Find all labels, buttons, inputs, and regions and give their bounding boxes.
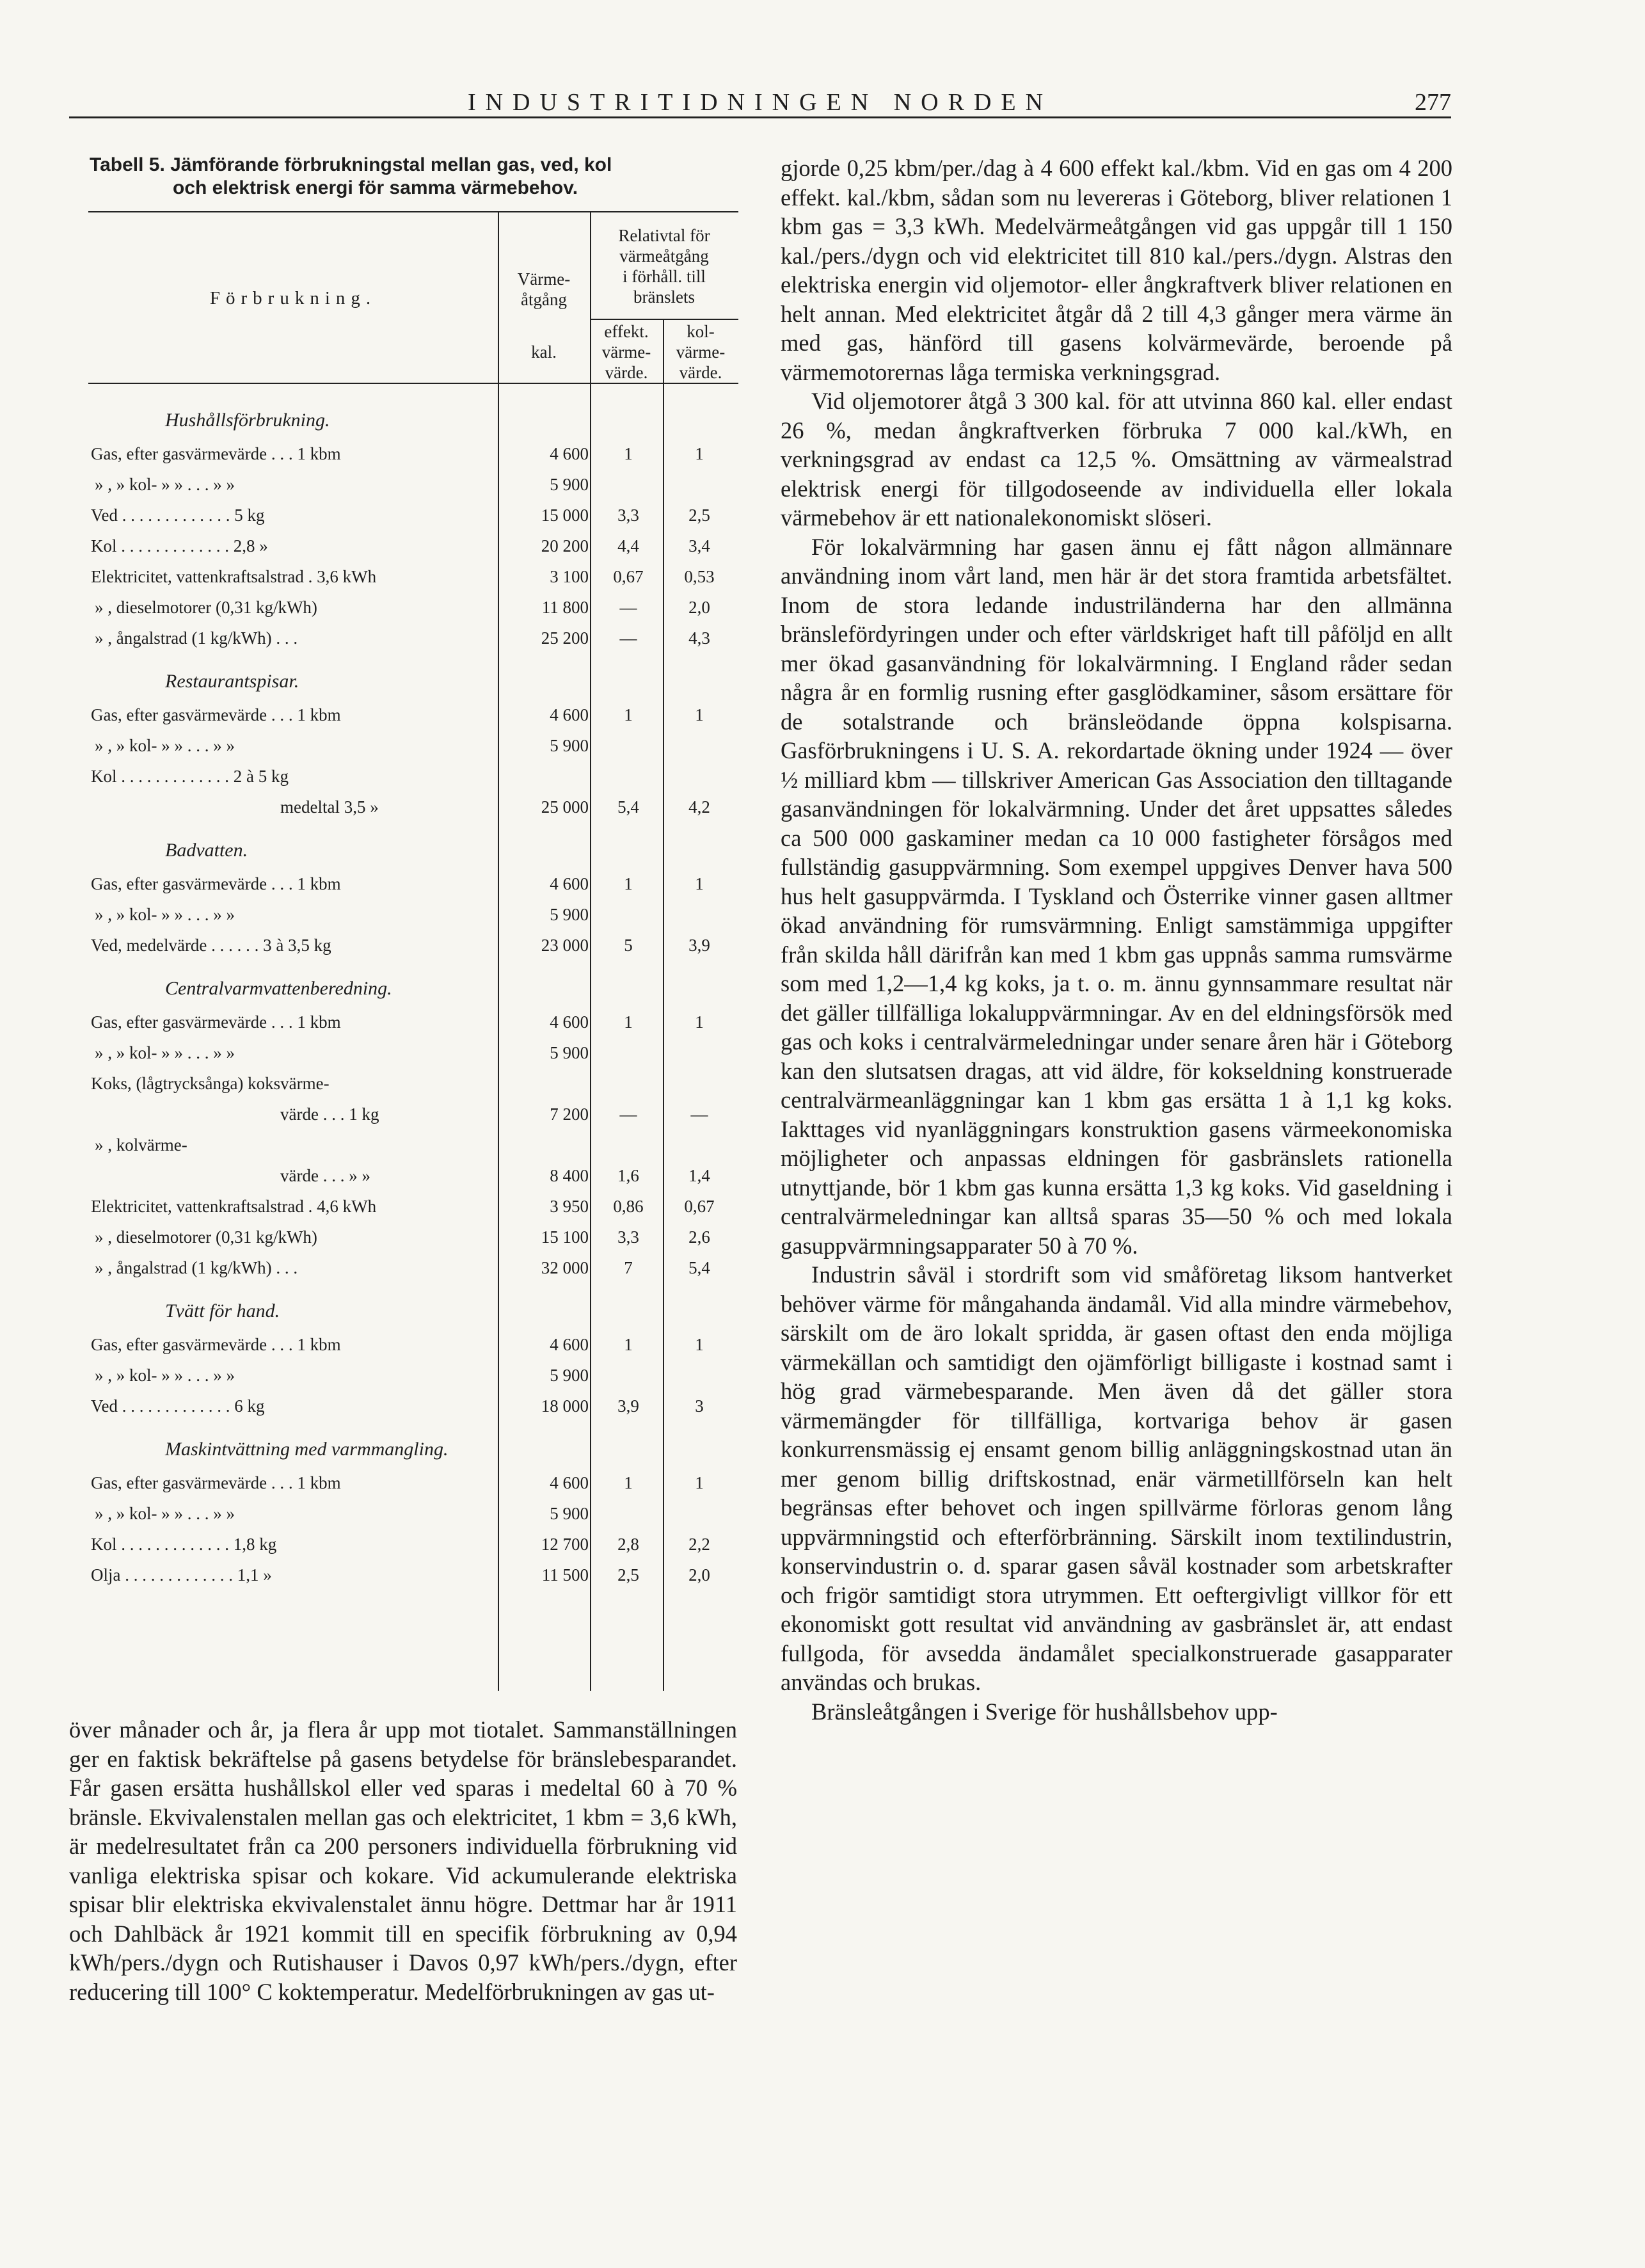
table-row-kol-ratio: 3,9: [688, 936, 710, 955]
table-row-heat-value: 8 400: [550, 1166, 589, 1185]
table-row-heat-value: 5 900: [550, 736, 589, 755]
table-row: [88, 1393, 738, 1423]
table-row-description: värde . . . » »: [280, 1166, 370, 1185]
table-row-description: » , » kol- » » . . . » »: [95, 736, 235, 755]
table-row-effekt-ratio: 1: [624, 444, 633, 463]
table-row-description: Ved . . . . . . . . . . . . . 6 kg: [91, 1396, 265, 1416]
table-row: [88, 1561, 738, 1592]
table-row-description: » , kolvärme-: [95, 1135, 187, 1154]
table-row-heat-value: 5 900: [550, 475, 589, 494]
table-row-description: värde . . . 1 kg: [280, 1105, 379, 1124]
table-row-description: » , dieselmotorer (0,31 kg/kWh): [95, 1227, 317, 1247]
table-row-heat-value: 25 200: [541, 628, 589, 648]
table-row-description: Gas, efter gasvärmevärde . . . 1 kbm: [91, 1335, 341, 1354]
table-row-heat-value: 3 950: [550, 1197, 589, 1216]
table-row-effekt-ratio: —: [619, 628, 637, 648]
table-row: [88, 594, 738, 625]
table-row: [88, 701, 738, 732]
table-row-heat-value: 7 200: [550, 1105, 589, 1124]
table-top-rule: [88, 211, 738, 212]
table-row-heat-value: 5 900: [550, 905, 589, 924]
table-row-kol-ratio: 1: [695, 1012, 704, 1032]
table-row-heat-value: 12 700: [541, 1535, 589, 1554]
page-number: 277: [1415, 89, 1451, 116]
table-row-effekt-ratio: 4,4: [617, 536, 639, 555]
table-row-description: Gas, efter gasvärmevärde . . . 1 kbm: [91, 444, 341, 463]
table-row-kol-ratio: 3,4: [688, 536, 710, 555]
table-row-description: » , » kol- » » . . . » »: [95, 1504, 235, 1523]
paragraph: Bränsleåtgången i Sverige för hushållsbehov upp-: [811, 1698, 1278, 1725]
table-row-description: Gas, efter gasvärmevärde . . . 1 kbm: [91, 1473, 341, 1492]
table-row-kol-ratio: 2,6: [688, 1227, 710, 1247]
table-section-title: Tvätt för hand.: [165, 1300, 280, 1322]
table-row-heat-value: 5 900: [550, 1366, 589, 1385]
col-head-kol: [663, 321, 738, 383]
table-row-kol-ratio: 2,5: [688, 506, 710, 525]
table-subheader-rule: [590, 319, 738, 320]
table-row-heat-value: 4 600: [550, 1335, 589, 1354]
table-section-title: Badvatten.: [165, 840, 248, 861]
table-row-description: » , dieselmotorer (0,31 kg/kWh): [95, 598, 317, 617]
table-row: [88, 732, 738, 763]
table-row-kol-ratio: 0,53: [684, 567, 715, 586]
table-row-effekt-ratio: 0,86: [613, 1197, 644, 1216]
left-column-text: [69, 1715, 737, 2006]
col-head-kol-2: värme-: [676, 342, 726, 362]
table-row-description: Olja . . . . . . . . . . . . . 1,1 »: [91, 1565, 272, 1585]
table-row: [88, 1224, 738, 1254]
table-row-heat-value: 4 600: [550, 705, 589, 724]
col-head-eff-2: värme-: [601, 342, 651, 362]
table-row-effekt-ratio: 0,67: [613, 567, 644, 586]
table-row-effekt-ratio: 7: [624, 1258, 633, 1277]
table-row-description: Kol . . . . . . . . . . . . . 1,8 kg: [91, 1535, 277, 1554]
table-row-effekt-ratio: 3,3: [617, 1227, 639, 1247]
table-caption: [90, 154, 736, 200]
table-row-effekt-ratio: 1: [624, 705, 633, 724]
table-row-kol-ratio: 1: [695, 444, 704, 463]
table-row: [88, 763, 738, 794]
col-head-rel-1: Relativtal för: [618, 226, 710, 245]
table-row-description: » , » kol- » » . . . » »: [95, 1043, 235, 1062]
table-row-description: Gas, efter gasvärmevärde . . . 1 kbm: [91, 1012, 341, 1032]
table-row-effekt-ratio: 1,6: [617, 1166, 639, 1185]
table-row-effekt-ratio: —: [619, 1105, 637, 1124]
table-row: [88, 1101, 738, 1131]
table-row-kol-ratio: 1,4: [688, 1166, 710, 1185]
paragraph: över månader och år, ja flera år upp mot tiotalet. Sammanställningen ger en faktisk bekräftelse på gasens betydelse för bränslebesparandet. Får gasen ersätta hushållskol eller ved sparas i medeltal 60 à 70 % bränsle. Ekvivalenstalen mellan gas och elektricitet, 1 kbm = 3,6 kWh, är medelresultatet från ca 200 personers individuella förbrukning vid vanliga elektriska spisar och kokare. Vid ackumulerande elektriska spisar blir elektriska ekvivalenstalet ännu högre. Dettmar har år 1911 och Dahlbäck år 1921 kommit till en specifik förbrukning av 0,94 kWh/pers./dygn och Rutishauser i Davos 0,97 kWh/pers./dygn, efter reducering till 100° C koktemperatur. Medelförbrukningen av gas ut-: [69, 1716, 737, 2005]
table-row-description: Kol . . . . . . . . . . . . . 2 à 5 kg: [91, 767, 289, 786]
paragraph: gjorde 0,25 kbm/per./dag à 4 600 effekt kal./kbm. Vid en gas om 4 200 effekt. kal./kbm, sådan som nu levereras i Göteborg, bliver relationen 1 kbm gas = 3,3 kWh. Medelvärmeåtgången vid gas uppgår till 1 150 kal./pers./dygn och vid elektricitet till 810 kal./pers./dygn. Alstras den elektriska energin vid oljemotor- eller ångkraftverk bliver relationen en helt annan. Med elektricitet åtgår då 2 till 4,3 gånger mera värme än med gas, hänförd till gasens kolvärmevärde, beroende på värmemotorernas låga termiska verkningsgrad.: [781, 155, 1452, 385]
table-row-effekt-ratio: 1: [624, 1473, 633, 1492]
table-row-kol-ratio: 1: [695, 1473, 704, 1492]
col-head-rel-4: bränslets: [633, 287, 695, 307]
table-row-kol-ratio: 2,2: [688, 1535, 710, 1554]
col-head-rel-2: värmeåtgång: [619, 246, 709, 266]
table-row-heat-value: 18 000: [541, 1396, 589, 1416]
table-row-kol-ratio: 2,0: [688, 598, 710, 617]
table-row-heat-value: 23 000: [541, 936, 589, 955]
table-row: [88, 532, 738, 563]
table-row-heat-value: 5 900: [550, 1043, 589, 1062]
table-row-effekt-ratio: 2,8: [617, 1535, 639, 1554]
table-row-description: Koks, (lågtrycksånga) koksvärme-: [91, 1074, 330, 1093]
table-row-kol-ratio: 1: [695, 874, 704, 893]
comparison-table: [88, 211, 738, 1691]
table-row: [88, 563, 738, 594]
table-row-heat-value: 11 800: [541, 598, 589, 617]
table-row-description: medeltal 3,5 »: [280, 797, 379, 817]
paragraph: Vid oljemotorer åtgå 3 300 kal. för att utvinna 860 kal. eller endast 26 %, medan ångkraftverken förbruka 7 000 kal./kWh, en verkningsgrad av endast ca 12,5 %. Omsättning av värmealstrad elektrisk energi för tillgodoseende av individuella eller lokala värmebehov är ett nationalekonomiskt slöseri.: [781, 388, 1452, 531]
page-header: [69, 88, 1451, 118]
table-row: [88, 1009, 738, 1039]
table-row-kol-ratio: 2,0: [688, 1565, 710, 1585]
col-head-effekt: [590, 321, 663, 383]
table-row: [88, 901, 738, 932]
table-row: [88, 1500, 738, 1531]
table-section-title: Centralvarmvattenberedning.: [165, 978, 392, 999]
col-head-rel-3: i förhåll. till: [623, 267, 706, 286]
col-head-varme-1: Värme-: [517, 269, 571, 289]
table-row-description: Kol . . . . . . . . . . . . . 2,8 »: [91, 536, 268, 555]
table-row-effekt-ratio: 5: [624, 936, 633, 955]
table-row-heat-value: 32 000: [541, 1258, 589, 1277]
table-row-effekt-ratio: 1: [624, 1012, 633, 1032]
col-head-varme: [498, 269, 590, 362]
table-row-description: » , ångalstrad (1 kg/kWh) . . .: [95, 1258, 298, 1277]
table-row: [88, 1131, 738, 1162]
table-row-heat-value: 4 600: [550, 874, 589, 893]
table-row-effekt-ratio: 2,5: [617, 1565, 639, 1585]
table-row-description: Elektricitet, vattenkraftsalstrad . 4,6 kWh: [91, 1197, 377, 1216]
table-row: [88, 870, 738, 901]
col-head-kol-1: kol-: [687, 322, 715, 341]
table-row-heat-value: 20 200: [541, 536, 589, 555]
col-head-kol-3: värde.: [679, 363, 722, 382]
table-row: [88, 1469, 738, 1500]
table-row-kol-ratio: 5,4: [688, 1258, 710, 1277]
table-row-heat-value: 15 000: [541, 506, 589, 525]
table-row-kol-ratio: 3: [695, 1396, 704, 1416]
table-header-rule: [88, 383, 738, 384]
table-section-title: Hushållsförbrukning.: [165, 410, 330, 431]
table-row-heat-value: 25 000: [541, 797, 589, 817]
table-row-description: Ved . . . . . . . . . . . . . 5 kg: [91, 506, 265, 525]
table-row-description: Ved, medelvärde . . . . . . 3 à 3,5 kg: [91, 936, 331, 955]
table-row-description: » , » kol- » » . . . » »: [95, 475, 235, 494]
table-row-kol-ratio: 0,67: [684, 1197, 715, 1216]
table-row-heat-value: 4 600: [550, 1012, 589, 1032]
col-head-varme-2: åtgång: [521, 290, 567, 309]
table-row-effekt-ratio: 1: [624, 874, 633, 893]
table-row-effekt-ratio: 3,3: [617, 506, 639, 525]
table-row-heat-value: 15 100: [541, 1227, 589, 1247]
table-row: [88, 1331, 738, 1362]
table-row-description: » , » kol- » » . . . » »: [95, 905, 235, 924]
table-row-description: » , ångalstrad (1 kg/kWh) . . .: [95, 628, 298, 648]
table-caption-line-2: och elektrisk energi för samma värmebehov.: [173, 177, 578, 198]
col-head-relativtal: [590, 225, 738, 307]
table-row: [88, 625, 738, 655]
table-row: [88, 1531, 738, 1561]
table-row-kol-ratio: 4,2: [688, 797, 710, 817]
table-caption-line-1: Tabell 5. Jämförande förbrukningstal mellan gas, ved, kol: [90, 154, 612, 175]
table-row-heat-value: 4 600: [550, 1473, 589, 1492]
table-section-title: Maskintvättning med varmmangling.: [165, 1439, 449, 1460]
table-row-kol-ratio: 4,3: [688, 628, 710, 648]
table-row: [88, 932, 738, 962]
paragraph: Industrin såväl i stordrift som vid småföretag liksom hantverket behöver värme för mångahanda ändamål. Vid alla mindre värmebehov, särskilt om de äro lokalt spridda, är gasen oftast den enda möjliga värmekällan och samtidigt den ojämförligt billigaste i kostnad samt i hög grad värmebesparande. Men även då det gäller stora värmemängder för tillfälliga, kortvariga behov är gasen konkurrensmässig ej ensamt genom billig anläggningskostnad utan än mer genom billig driftskostnad, enär värmetillförseln kan helt begränsas efter behovet och ingen spillvärme förloras genom lång uppvärmningstid och efterförbränning. Särskilt inom textilindustrin, konservindustrin o. d. sparar gasen såväl kostnader som arbetskrafter och frigör samtidigt stora utrymmen. Ett oeftergivligt villkor för ett ekonomiskt gott resultat vid användning av gasbränslet är, att endast fullgoda, för avsedda ändamålet specialkonstruerade gasapparater användas och brukas.: [781, 1261, 1452, 1695]
table-row: [88, 1362, 738, 1393]
paragraph: För lokalvärmning har gasen ännu ej fått någon allmännare användning inom vårt land, men här är det stora framtida arbetsfältet. Inom de stora ledande industriländerna har den allmänna bränslefördyringen under och efter världskriget haft till påföljd en allt mer ökad gasanvändning för lokalvärmning. I England råder sedan några år en formlig rusning efter gasglödkaminer, såsom ersättare för de sotalstrande och bränsleödande öppna kolspisarna. Gasförbrukningens i U. S. A. rekordartade ökning under 1924 — över ½ milliard kbm — tillskriver American Gas Association den tilltagande gasanvändningen för lokalvärmning. Under det året uppsattes således ca 500 000 gaskaminer medan ca 10 000 fastigheter försågos med fullständig gasuppvärmning. Som exempel uppgives Denver hava 500 hus helt gasuppvärmda. I Tyskland och Österrike vinner gasen alltmer ökad användning för rumsvärmning. Enligt samstämmiga uppgifter från skilda håll därifrån kan med 1 kbm gas uppnås samma rumsvärme som med 1,2—1,4 kg koks, ja t. o. m. ännu gynnsammare resultat när det gäller tillfälliga lokaluppvärmningar. Av en del eldningsförsök med gas och koks i centralvärmeledningar under senare åren här i Göteborg kan den slutsatsen dragas, att vid äldre, för kokseldning konstruerade centralvärmeanläggningar kan 1 kbm gas ersätta 1 à 1,1 kg koks. Iakttages vid nyanläggningars konstruktion gasens värmeekonomiska möjligheter och anpassas eldningen för gasbränslets rationella utnyttjande, bör 1 kbm gas kunna ersätta 1,3 kg koks. Vid gaseldning i centralvärmeledningar kan alltså sparas 35—50 % och med lokala gasuppvärmningsapparater 50 à 70 %.: [781, 533, 1452, 1259]
table-row: [88, 1162, 738, 1193]
table-row-heat-value: 5 900: [550, 1504, 589, 1523]
table-row-heat-value: 4 600: [550, 444, 589, 463]
table-row: [88, 440, 738, 471]
table-row-description: Gas, efter gasvärmevärde . . . 1 kbm: [91, 705, 341, 724]
table-row: [88, 471, 738, 502]
table-row-effekt-ratio: 1: [624, 1335, 633, 1354]
table-row: [88, 1039, 738, 1070]
table-row-kol-ratio: 1: [695, 1335, 704, 1354]
table-row: [88, 1070, 738, 1101]
journal-title: INDUSTRITIDNINGEN NORDEN: [467, 89, 1053, 116]
col-head-forbrukning: Förbrukning.: [209, 288, 377, 308]
table-row-effekt-ratio: 5,4: [617, 797, 639, 817]
right-column-text: [781, 154, 1452, 1726]
table-row: [88, 1193, 738, 1224]
table-row: [88, 1254, 738, 1285]
table-row-kol-ratio: 1: [695, 705, 704, 724]
table-row: [88, 794, 738, 824]
table-row-description: Elektricitet, vattenkraftsalstrad . 3,6 kWh: [91, 567, 377, 586]
table-row-heat-value: 3 100: [550, 567, 589, 586]
table-row-description: » , » kol- » » . . . » »: [95, 1366, 235, 1385]
table-row-description: Gas, efter gasvärmevärde . . . 1 kbm: [91, 874, 341, 893]
table-row-effekt-ratio: 3,9: [617, 1396, 639, 1416]
table-row-kol-ratio: —: [690, 1105, 708, 1124]
col-head-eff-3: värde.: [605, 363, 648, 382]
table-row-heat-value: 11 500: [541, 1565, 589, 1585]
table-section-title: Restaurantspisar.: [165, 671, 299, 692]
col-head-eff-1: effekt.: [604, 322, 649, 341]
table-row: [88, 502, 738, 532]
col-head-kal: kal.: [531, 342, 557, 362]
table-row-effekt-ratio: —: [619, 598, 637, 617]
